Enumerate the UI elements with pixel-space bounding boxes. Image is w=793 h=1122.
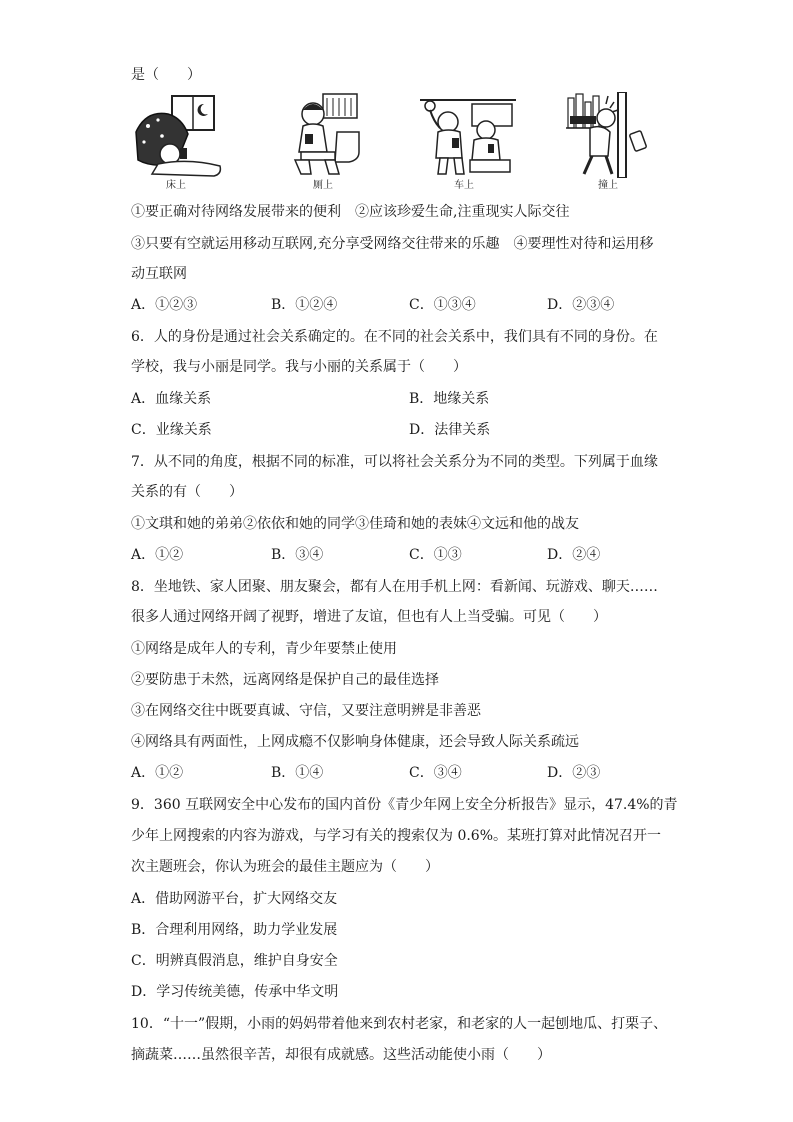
q7-option-a[interactable]: A．①②	[131, 547, 184, 563]
q9-option-a[interactable]: A．借助网游平台，扩大网络交友	[131, 891, 338, 907]
phone-on-toilet-icon	[277, 92, 377, 178]
q8-statement-1: ①网络是成年人的专利，青少年要禁止使用	[131, 641, 397, 657]
picture-caption: 车上	[454, 180, 474, 191]
q8-option-a[interactable]: A．①②	[131, 765, 184, 781]
q10-stem-line-1: 10．“十一”假期，小雨的妈妈带着他来到农村老家，和老家的人一起刨地瓜、打栗子、	[131, 1016, 668, 1032]
q8-stem-line-2: 很多人通过网络开阔了视野，增进了友谊，但也有人上当受骗。可见（ ）	[131, 609, 607, 625]
q8-option-b[interactable]: B．①④	[271, 765, 324, 781]
q8-stem-line-1: 8．坐地铁、家人团聚、朋友聚会，都有人在用手机上网：看新闻、玩游戏、聊天……	[131, 579, 658, 595]
q7-option-b[interactable]: B．③④	[271, 547, 324, 563]
q9-stem-line-2: 少年上网搜索的内容为游戏，与学习有关的搜索仅为 0.6%。某班打算对此情况召开一	[131, 828, 662, 844]
q9-stem-line-1: 9．360 互联网安全中心发布的国内首份《青少年网上安全分析报告》显示，47.4%的青	[131, 797, 678, 813]
picture-bed	[128, 92, 228, 192]
picture-caption: 撞上	[598, 180, 618, 191]
q6-option-c[interactable]: C．业缘关系	[131, 422, 212, 438]
q5-option-a[interactable]: A．①②③	[131, 297, 198, 313]
q6-stem-line-1: 6．人的身份是通过社会关系确定的。在不同的社会关系中，我们具有不同的身份。在	[131, 329, 658, 345]
q6-option-a[interactable]: A．血缘关系	[131, 391, 212, 407]
q9-option-b[interactable]: B．合理利用网络，助力学业发展	[131, 922, 338, 938]
picture-toilet	[277, 92, 377, 192]
q6-option-b[interactable]: B．地缘关系	[409, 391, 490, 407]
q7-statement: ①文琪和她的弟弟②依依和她的同学③佳琦和她的表妹④文远和他的战友	[131, 516, 579, 532]
q9-option-d[interactable]: D．学习传统美德，传承中华文明	[131, 984, 339, 1000]
q5-option-b[interactable]: B．①②④	[271, 297, 338, 313]
q5-statement-1: ①要正确对待网络发展带来的便利 ②应该珍爱生命,注重现实人际交往	[131, 204, 570, 220]
picture-caption: 厕上	[313, 180, 333, 191]
picture-pole	[560, 92, 660, 192]
q8-option-d[interactable]: D．②③	[547, 765, 601, 781]
q9-stem-line-3: 次主题班会，你认为班会的最佳主题应为（ ）	[131, 859, 439, 875]
q5-option-c[interactable]: C．①③④	[409, 297, 476, 313]
phone-in-bed-icon	[128, 92, 228, 178]
q9-option-c[interactable]: C．明辨真假消息，维护自身安全	[131, 953, 338, 969]
picture-caption: 床上	[166, 180, 186, 191]
q7-stem-line-1: 7．从不同的角度，根据不同的标准，可以将社会关系分为不同的类型。下列属于血缘	[131, 454, 658, 470]
q5-statement-2: ③只要有空就运用移动互联网,充分享受网络交往带来的乐趣 ④要理性对待和运用移	[131, 236, 654, 252]
phone-hit-pole-icon	[560, 92, 660, 178]
q7-option-d[interactable]: D．②④	[547, 547, 601, 563]
q8-statement-2: ②要防患于未然，远离网络是保护自己的最佳选择	[131, 672, 439, 688]
q10-stem-line-2: 摘蔬菜……虽然很辛苦，却很有成就感。这些活动能使小雨（ ）	[131, 1047, 551, 1063]
q6-option-d[interactable]: D．法律关系	[409, 422, 491, 438]
q5-stem-tail: 是（ ）	[131, 67, 201, 83]
phone-on-bus-icon	[418, 92, 518, 178]
q5-option-d[interactable]: D．②③④	[547, 297, 615, 313]
q5-statement-3: 动互联网	[131, 266, 187, 282]
q6-stem-line-2: 学校，我与小丽是同学。我与小丽的关系属于（ ）	[131, 359, 467, 375]
picture-bus	[418, 92, 518, 192]
q8-statement-4: ④网络具有两面性，上网成瘾不仅影响身体健康，还会导致人际关系疏远	[131, 734, 579, 750]
q7-option-c[interactable]: C．①③	[409, 547, 462, 563]
q8-statement-3: ③在网络交往中既要真诚、守信，又要注意明辨是非善恶	[131, 703, 481, 719]
q8-option-c[interactable]: C．③④	[409, 765, 462, 781]
q7-stem-line-2: 关系的有（ ）	[131, 484, 243, 500]
